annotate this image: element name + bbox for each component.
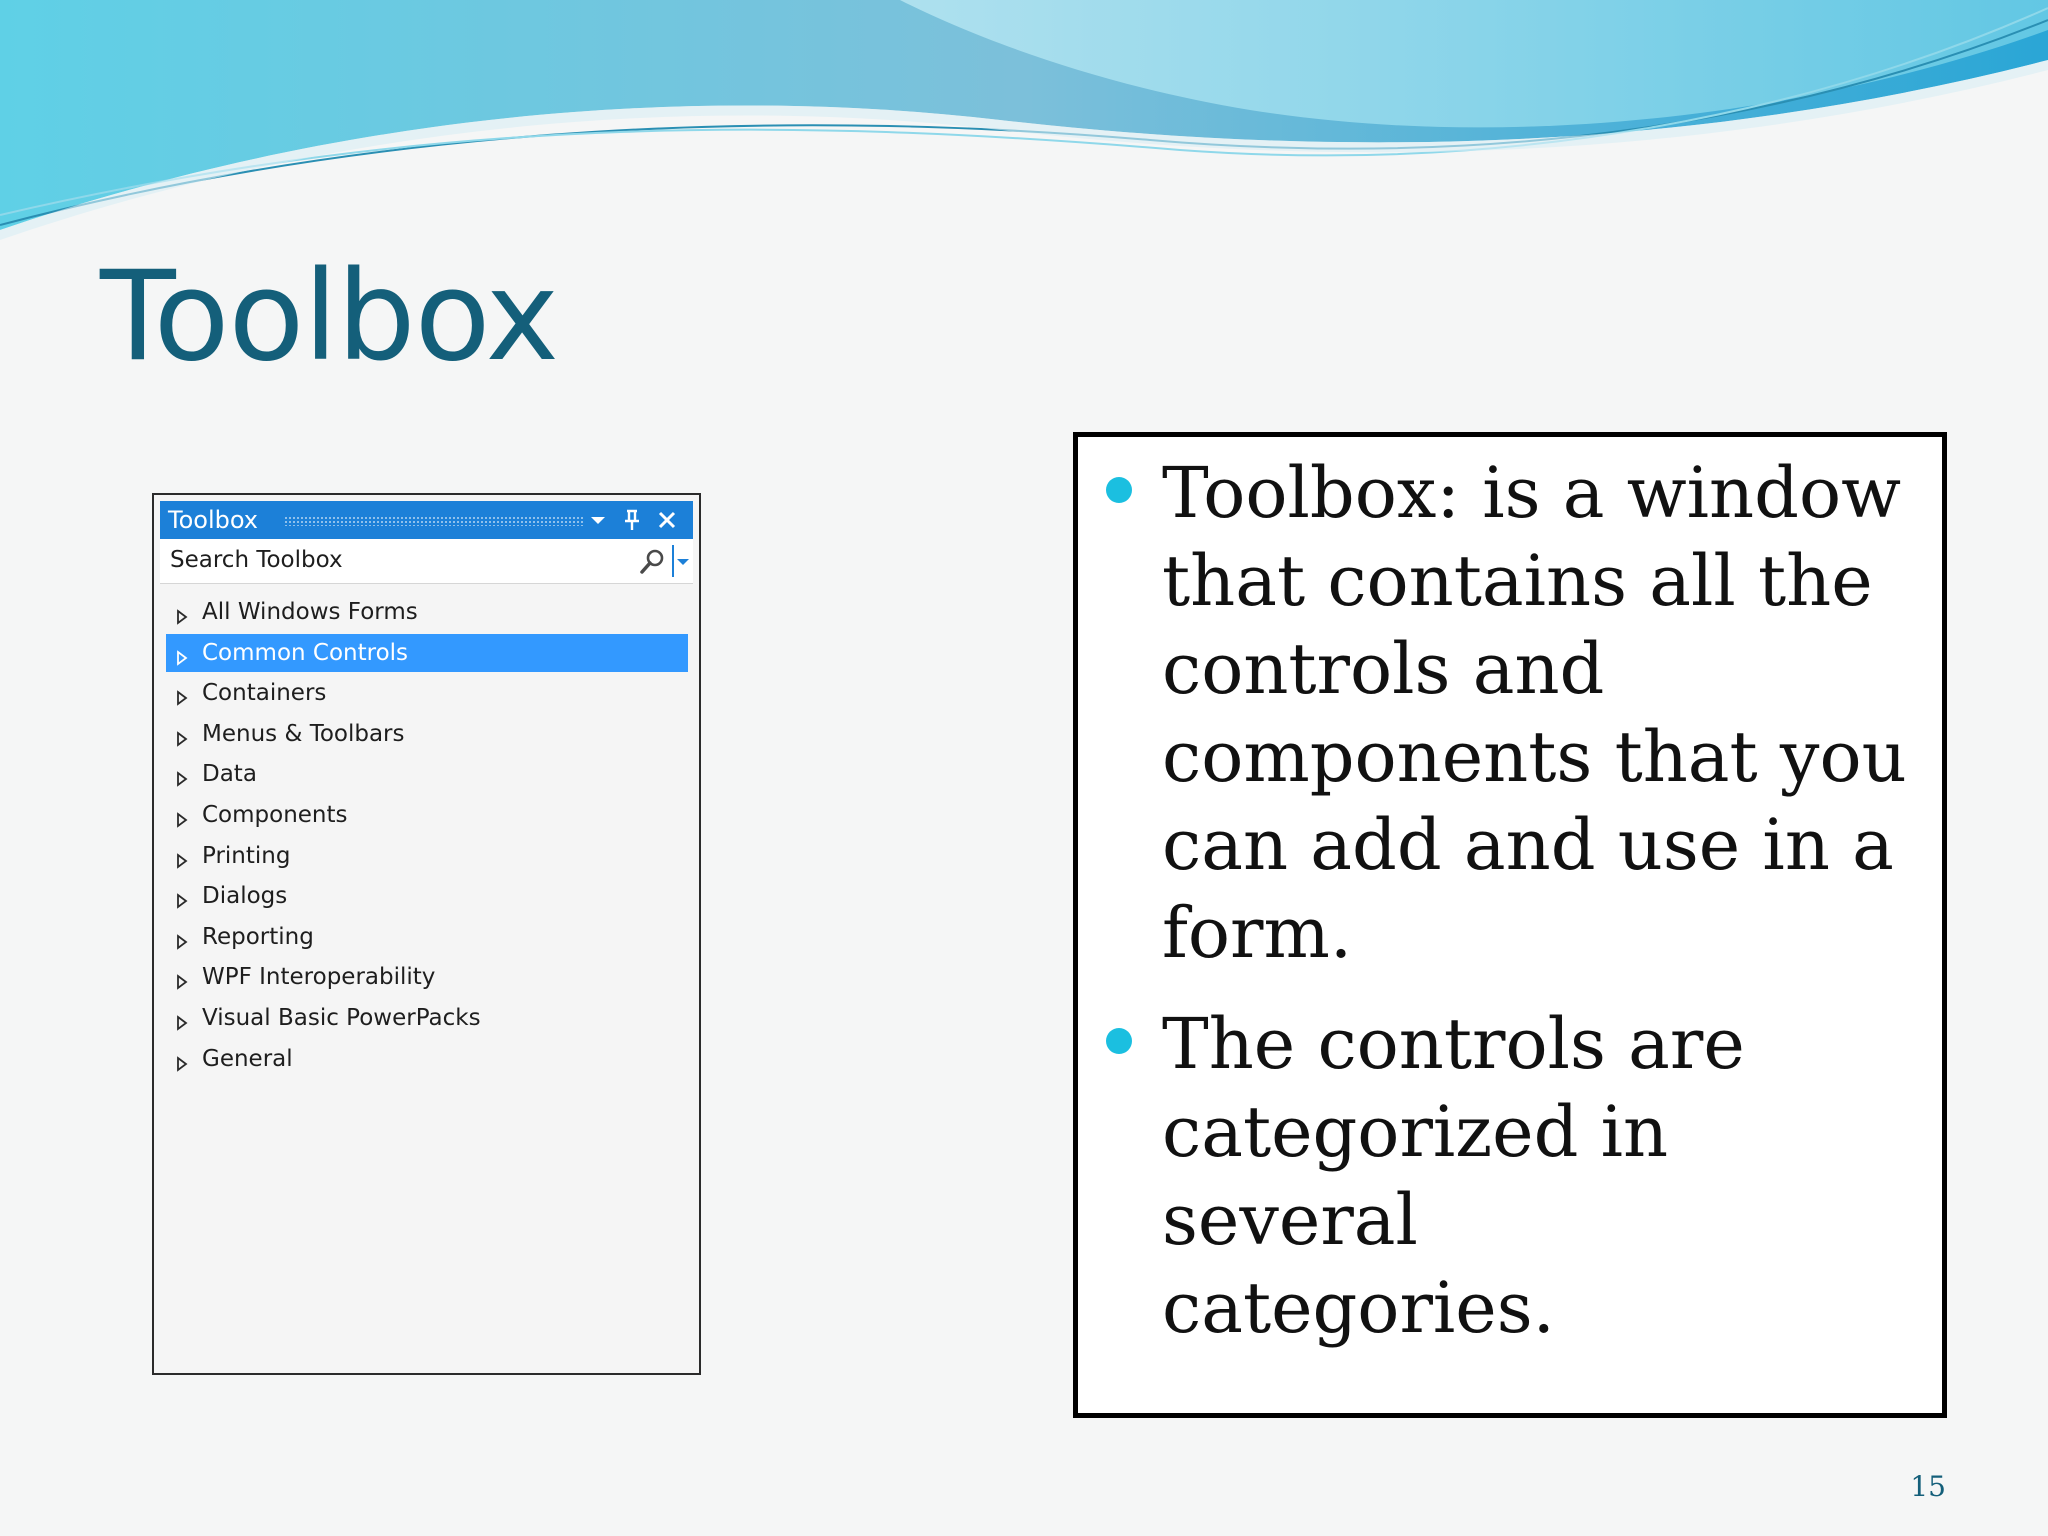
toolbox-category-label: Containers [202, 680, 327, 707]
bullet-text-toolbox-definition: Toolbox: is a window that contains all the controls and components that you can add and use in a form. [1162, 452, 1907, 974]
titlebar-grip [284, 516, 584, 526]
expand-arrow-icon[interactable] [176, 970, 188, 986]
search-separator [672, 545, 674, 577]
slide-title: Toolbox [100, 245, 558, 389]
toolbox-titlebar[interactable] [160, 501, 693, 539]
page-number: 15 [1910, 1470, 1946, 1503]
toolbox-category-item[interactable] [166, 918, 688, 956]
expand-arrow-icon[interactable] [176, 808, 188, 824]
toolbox-category-item[interactable] [166, 796, 688, 834]
toolbox-category-label: Dialogs [202, 883, 288, 910]
toolbox-category-item[interactable] [166, 999, 688, 1037]
toolbox-category-label: Visual Basic PowerPacks [202, 1004, 481, 1031]
toolbox-category-item[interactable] [166, 674, 688, 712]
expand-arrow-icon[interactable] [176, 605, 188, 621]
close-icon[interactable] [654, 507, 680, 533]
toolbox-title: Toolbox [168, 506, 258, 534]
toolbox-category-item[interactable] [166, 634, 688, 672]
search-toolbox-input[interactable] [164, 545, 636, 575]
expand-arrow-icon[interactable] [176, 646, 188, 662]
expand-arrow-icon[interactable] [176, 930, 188, 946]
toolbox-category-label: Data [202, 761, 257, 788]
toolbox-category-label: WPF Interoperability [202, 964, 436, 991]
toolbox-category-item[interactable] [166, 593, 688, 631]
toolbox-category-item[interactable] [166, 837, 688, 875]
toolbox-category-label: General [202, 1045, 293, 1072]
pin-icon[interactable] [619, 507, 645, 533]
expand-arrow-icon[interactable] [176, 767, 188, 783]
expand-arrow-icon[interactable] [176, 686, 188, 702]
search-icon[interactable] [638, 548, 666, 576]
toolbox-category-item[interactable] [166, 715, 688, 753]
toolbox-category-label: Components [202, 801, 348, 828]
bullet-text-controls-categorized: The controls are categorized in several categories. [1162, 1003, 1745, 1349]
header-wave-decoration [0, 0, 2048, 240]
search-options-dropdown-icon[interactable] [676, 555, 690, 567]
expand-arrow-icon[interactable] [176, 1052, 188, 1068]
toolbox-category-item[interactable] [166, 877, 688, 915]
toolbox-search-bar [160, 539, 693, 584]
expand-arrow-icon[interactable] [176, 849, 188, 865]
window-position-dropdown-icon[interactable] [585, 507, 611, 533]
bullet-icon [1106, 477, 1132, 503]
toolbox-category-label: Reporting [202, 923, 314, 950]
toolbox-category-list [166, 593, 688, 1080]
expand-arrow-icon[interactable] [176, 889, 188, 905]
toolbox-category-label: Printing [202, 842, 291, 869]
description-text-box [1073, 432, 1947, 1418]
toolbox-category-item[interactable] [166, 958, 688, 996]
toolbox-category-label: Menus & Toolbars [202, 720, 405, 747]
toolbox-category-item[interactable] [166, 755, 688, 793]
toolbox-category-item[interactable] [166, 1040, 688, 1078]
toolbox-window [152, 493, 701, 1375]
expand-arrow-icon[interactable] [176, 1011, 188, 1027]
toolbox-category-label: All Windows Forms [202, 599, 418, 625]
toolbox-category-label: Common Controls [202, 639, 409, 666]
bullet-icon [1106, 1028, 1132, 1054]
expand-arrow-icon[interactable] [176, 727, 188, 743]
